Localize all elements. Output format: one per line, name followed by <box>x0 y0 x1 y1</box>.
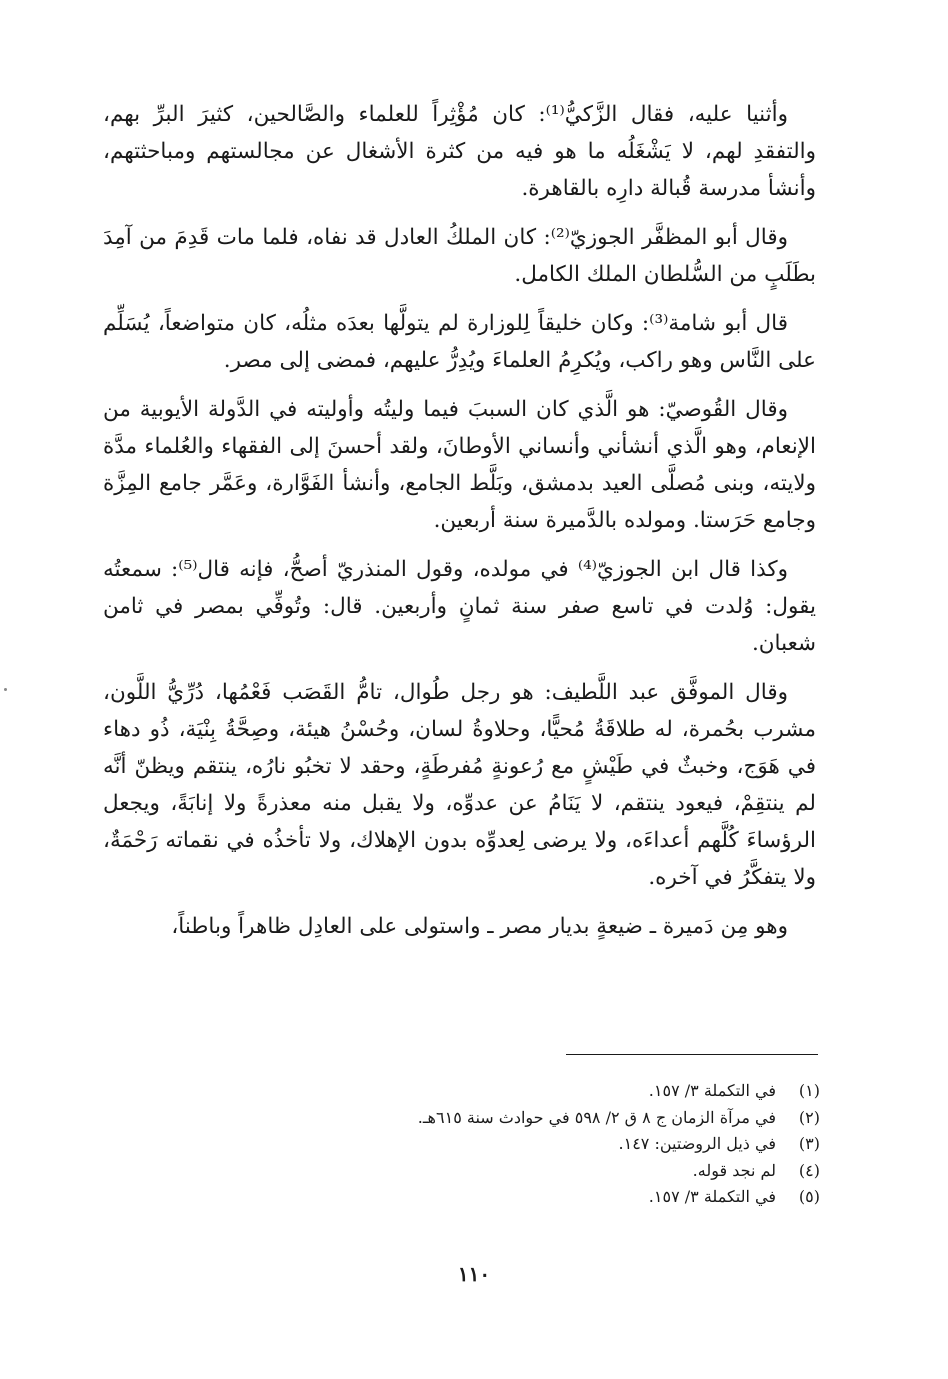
paragraph: وقال القُوصيّ: هو الَّذي كان السببَ فيما وليتُه وأوليته في الدَّولة الأيوبية من الإنعام، وهو الَّذي أنشأني وأنساني الأوطانَ، ولقد أحسنَ إلى الفقهاء والعُلماء مدَّة ولايته، وبنى مُصلَّى العيد بدمشق، وبَلَّط الجامع، وأنشأ الفَوَّارة، وعَمَّر جامع المِزَّة وجامع حَرَستا. ومولده بالدَّميرة سنة أربعين. <box>103 397 816 533</box>
footnote-number: (١) <box>798 1081 820 1100</box>
footnote-text: في ذيل الروضتين: ١٤٧. <box>618 1134 776 1153</box>
paragraph: وقال الموفَّق عبد اللَّطيف: هو رجل طُوال، تامُّ القَصَب فَعْمُها، دُرِّيُّ اللَّون، مشرب بحُمرة، له طلاقَةُ مُحيًّا، وحلاوةُ لسان، وحُسْنُ هيئة، وصِحَّةُ بِنْيَة، ذُو دهاء في هَوَج، وخبثٌ في طَيْشٍ مع رُعونةٍ مُفرطَةٍ، وحقد لا تخبُو نارُه، ينتقم ويظنّ أنَّه لم ينتقِمْ، فيعود ينتقم، لا يَنَامُ عن عدوِّه، ولا يقبل منه معذرةً ولا إنابَةً، ويجعل الرؤساءَ كُلَّهم أعداءَه، ولا يرضى لِعدوِّه بدون الإهلاك، ولا تأخذُه في نقماته رَحْمَةٌ، ولا يتفكَّرُ في آخره. <box>103 680 816 890</box>
footnote-text: لم نجد قوله. <box>692 1160 776 1180</box>
paragraph: قال أبو شامة⁽³⁾: وكان خليقاً لِلوزارة لم يتولَّها بعدَه مثلُه، كان متواضعاً، يُسَلِّم على النَّاس وهو راكب، ويُكرِمُ العلماءَ ويُدِرُّ عليهم، فمضى إلى مصر. <box>103 311 816 373</box>
footnote-number: (٢) <box>798 1107 820 1127</box>
footnote-item <box>300 1131 820 1158</box>
paragraph: وقال أبو المظفَّر الجوزيّ⁽²⁾: كان الملكُ العادل قد نفاه، فلما مات قَدِمَ من آمِدَ بطَلَبٍ من السُّلطان الملك الكامل. <box>103 225 816 287</box>
footnote-number: (٤) <box>798 1160 820 1180</box>
paragraph: وكذا قال ابن الجوزيّ⁽⁴⁾ في مولده، وقول المنذريّ أصحُّ، فإنه قال⁽⁵⁾: سمعتُه يقول: وُلدت في تاسع صفر سنة ثمانٍ وأربعين. قال: وتُوفِّي بمصر في ثامن شعبان. <box>103 557 816 656</box>
footnote-item <box>300 1078 820 1105</box>
footnote-number: (٣) <box>798 1134 820 1153</box>
main-text <box>103 96 816 945</box>
scan-speck <box>4 688 7 691</box>
footnote-item <box>300 1158 820 1185</box>
footnote-item <box>300 1105 820 1132</box>
footnote-number: (٥) <box>798 1187 820 1206</box>
footnote-text: في التكملة ٣/ ١٥٧. <box>648 1081 776 1100</box>
page-number: ١١٠ <box>457 1262 491 1286</box>
footnote-text: في مرآة الزمان ج ٨ ق ٢/ ٥٩٨ في حوادث سنة ٦١٥هـ. <box>417 1107 776 1127</box>
footnote-separator <box>566 1054 818 1055</box>
paragraph: وهو مِن دَميرة ـ ضيعةٍ بديار مصر ـ واستولى على العادِل ظاهراً وباطناً، <box>171 914 788 939</box>
paragraph: وأثنيا عليه، فقال الزَّكيُّ⁽¹⁾: كان مُؤْثِراً للعلماء والصَّالحين، كثيرَ البرِّ بهم، والتفقدِ لهم، لا يَشْغَلُه ما هو فيه من كثرة الأشغال عن مجالستهم ومباحثتهم، وأنشأ مدرسة قُبالة دارِه بالقاهرة. <box>103 102 816 201</box>
footnote-item <box>300 1184 820 1211</box>
footnotes <box>300 1078 820 1211</box>
footnote-text: في التكملة ٣/ ١٥٧. <box>648 1187 776 1206</box>
